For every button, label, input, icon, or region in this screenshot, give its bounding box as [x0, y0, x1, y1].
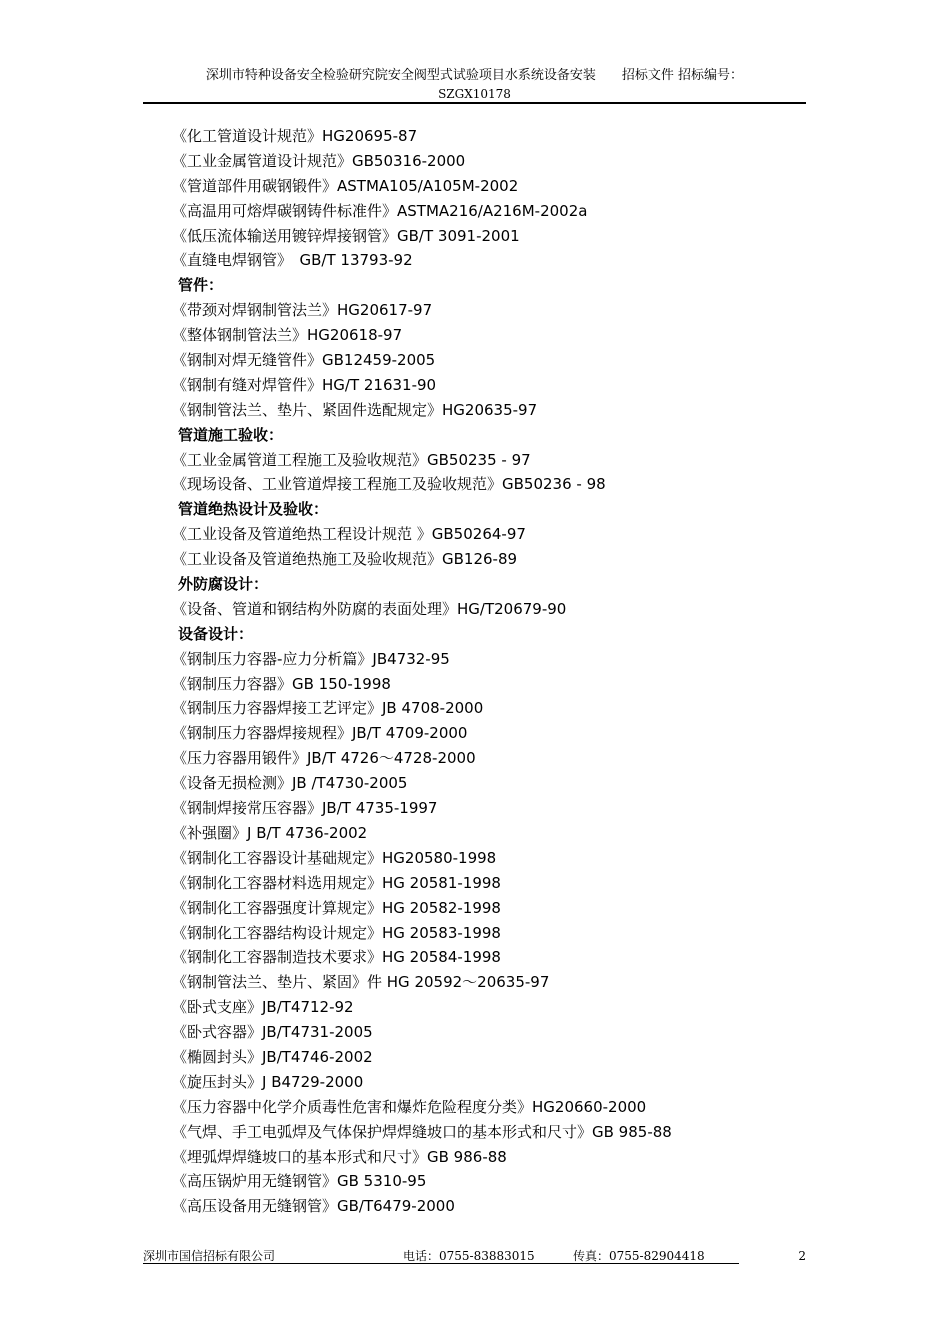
section-heading: 设备设计：: [178, 624, 254, 643]
standard-reference: 《低压流体输送用镀锌焊接钢管》GB/T 3091-2001: [172, 226, 520, 245]
standard-reference: 《补强圈》J B/T 4736-2002: [172, 823, 368, 842]
standard-reference: 《工业金属管道设计规范》GB50316-2000: [172, 151, 466, 170]
standard-reference: 《高压设备用无缝钢管》GB/T6479-2000: [172, 1197, 455, 1216]
header-title: 深圳市特种设备安全检验研究院安全阀型式试验项目水系统设备安装 招标文件 招标编号：: [205, 68, 744, 83]
page-number: 2: [798, 1249, 806, 1263]
standard-reference: 《压力容器中化学介质毒性危害和爆炸危险程度分类》HG20660-2000: [172, 1097, 647, 1116]
standard-reference: 《带颈对焊钢制管法兰》HG20617-97: [172, 301, 433, 320]
standard-reference: 《埋弧焊焊缝坡口的基本形式和尺寸》GB 986-88: [172, 1147, 507, 1166]
standard-reference: 《高压锅炉用无缝钢管》GB 5310-95: [172, 1172, 427, 1191]
standard-reference: 《钢制压力容器-应力分析篇》JB4732-95: [172, 649, 450, 668]
standard-reference: 《钢制化工容器设计基础规定》HG20580-1998: [172, 848, 497, 867]
standard-reference: 《高温用可熔焊碳钢铸件标准件》ASTMA216/A216M-2002a: [172, 201, 588, 220]
standard-reference: 《气焊、手工电弧焊及气体保护焊焊缝坡口的基本形式和尺寸》GB 985-88: [172, 1122, 672, 1141]
standard-reference: 《卧式支座》JB/T4712-92: [172, 998, 354, 1017]
section-heading: 管道施工验收：: [178, 425, 284, 444]
footer-tel: 电话：0755-83883015: [403, 1249, 535, 1263]
footer-fax: 传真：0755-82904418: [573, 1249, 705, 1263]
standard-reference: 《旋压封头》J B4729-2000: [172, 1072, 364, 1091]
footer-company: 深圳市国信招标有限公司: [143, 1249, 276, 1263]
standard-reference: 《钢制对焊无缝管件》GB12459-2005: [172, 351, 436, 370]
document-body: [172, 124, 818, 1219]
standard-reference: 《钢制焊接常压容器》JB/T 4735-1997: [172, 799, 438, 818]
header-rule: [143, 102, 806, 104]
standard-reference: 《直缝电焊钢管》 GB/T 13793-92: [172, 251, 413, 270]
standard-reference: 《钢制有缝对焊管件》HG/T 21631-90: [172, 375, 437, 394]
section-heading: 管件：: [178, 276, 224, 295]
standard-reference: 《钢制压力容器焊接工艺评定》JB 4708-2000: [172, 699, 484, 718]
standard-reference: 《钢制管法兰、垫片、紧固件选配规定》HG20635-97: [172, 400, 538, 419]
standard-reference: 《钢制化工容器材料选用规定》HG 20581-1998: [172, 873, 501, 892]
page-header: [143, 66, 806, 102]
standard-reference: 《工业设备及管道绝热施工及验收规范》GB126-89: [172, 550, 518, 569]
standard-reference: 《钢制化工容器制造技术要求》HG 20584-1998: [172, 948, 501, 967]
standard-reference: 《整体钢制管法兰》HG20618-97: [172, 326, 403, 345]
standard-reference: 《工业设备及管道绝热工程设计规范 》GB50264-97: [172, 525, 526, 544]
standard-reference: 《钢制化工容器结构设计规定》HG 20583-1998: [172, 923, 501, 942]
standard-reference: 《工业金属管道工程施工及验收规范》GB50235 - 97: [172, 450, 531, 469]
standard-reference: 《钢制管法兰、垫片、紧固》件 HG 20592～20635-97: [172, 973, 550, 992]
standard-reference: 《钢制化工容器强度计算规定》HG 20582-1998: [172, 898, 501, 917]
standard-reference: 《钢制压力容器》GB 150-1998: [172, 674, 391, 693]
standard-reference: 《设备、管道和钢结构外防腐的表面处理》HG/T20679-90: [172, 599, 567, 618]
standard-reference: 《椭圆封头》JB/T4746-2002: [172, 1047, 373, 1066]
section-heading: 外防腐设计：: [178, 575, 269, 594]
standard-reference: 《压力容器用锻件》JB/T 4726～4728-2000: [172, 749, 476, 768]
standard-reference: 《管道部件用碳钢锻件》ASTMA105/A105M-2002: [172, 176, 519, 195]
standard-reference: 《现场设备、工业管道焊接工程施工及验收规范》GB50236 - 98: [172, 475, 606, 494]
standard-reference: 《钢制压力容器焊接规程》JB/T 4709-2000: [172, 724, 468, 743]
standard-reference: 《卧式容器》JB/T4731-2005: [172, 1023, 373, 1042]
standard-reference: 《化工管道设计规范》HG20695-87: [172, 127, 418, 145]
header-code: SZGX10178: [438, 87, 511, 101]
footer-rule: [143, 1263, 739, 1264]
section-heading: 管道绝热设计及验收：: [178, 500, 329, 519]
standard-reference: 《设备无损检测》JB /T4730-2005: [172, 774, 408, 793]
